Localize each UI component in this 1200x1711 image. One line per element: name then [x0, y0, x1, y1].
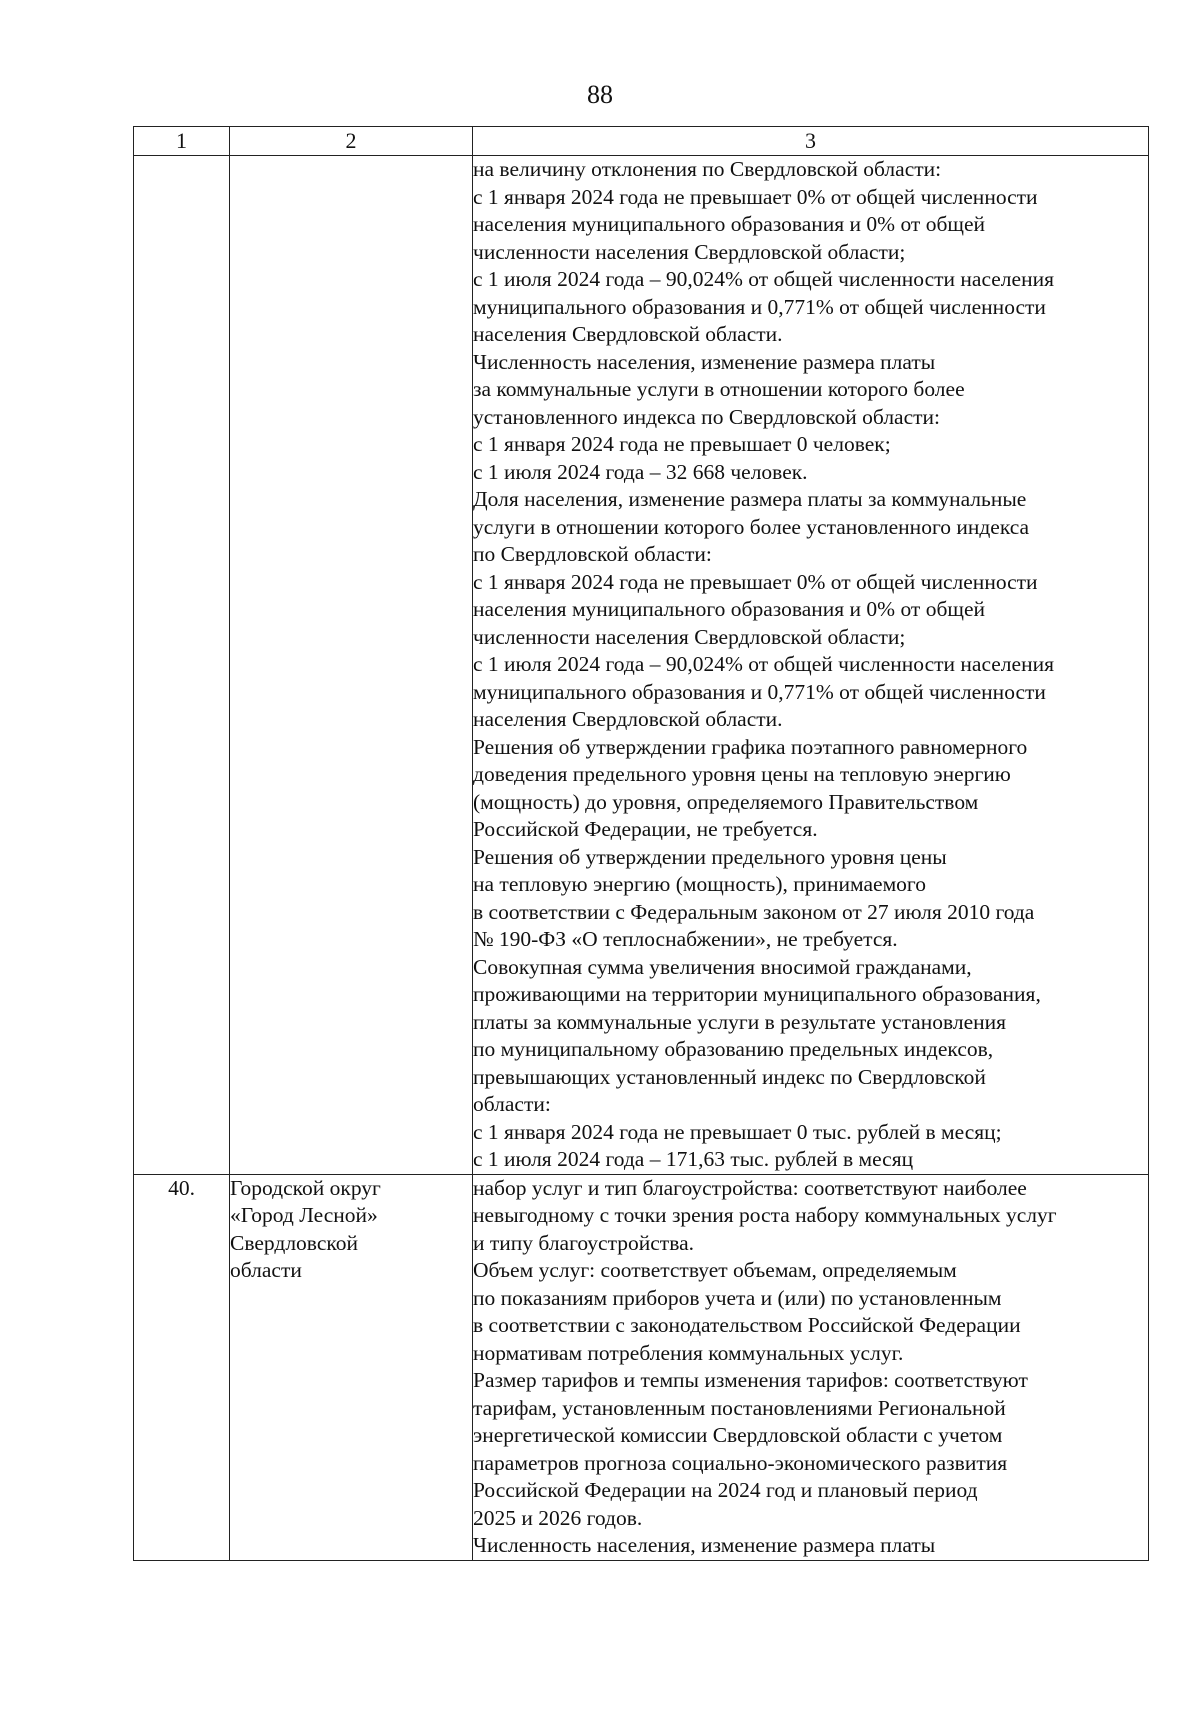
indicators-text: [473, 156, 1148, 1174]
indicators-text: [473, 1175, 1148, 1560]
text-line: области: [230, 1258, 302, 1282]
text-line: населения муниципального образования и 0% от общей: [473, 212, 985, 236]
column-header-2: 2: [230, 127, 473, 156]
text-line: тарифам, установленным постановлениями Региональной: [473, 1395, 1006, 1420]
text-line: доведения предельного уровня цены на тепловую энергию: [473, 762, 1011, 786]
indicators-cell: [473, 156, 1149, 1175]
indicators-cell: [473, 1174, 1149, 1560]
text-line: набор услуг и тип благоустройства: соответствуют наиболее: [473, 1175, 1027, 1200]
text-line: численности населения Свердловской области;: [473, 239, 906, 264]
text-line: области:: [473, 1092, 551, 1116]
table-row-40: [134, 1174, 1149, 1560]
text-line: Объем услуг: соответствует объемам, определяемым: [473, 1258, 957, 1282]
text-line: по Свердловской области:: [473, 542, 712, 566]
text-line: с 1 июля 2024 года – 90,024% от общей численности населения: [473, 267, 1054, 291]
text-line: параметров прогноза социально-экономического развития: [473, 1450, 1008, 1475]
text-line: Российской Федерации, не требуется.: [473, 817, 818, 841]
text-line: превышающих установленный индекс по Свердловской: [473, 1064, 986, 1089]
text-line: с 1 января 2024 года не превышает 0% от общей численности: [473, 184, 1038, 209]
text-line: с 1 января 2024 года не превышает 0 тыс. рублей в месяц;: [473, 1119, 1002, 1144]
text-line: с 1 января 2024 года не превышает 0 человек;: [473, 432, 891, 456]
text-line: Решения об утверждении предельного уровня цены: [473, 844, 947, 869]
text-line: с 1 июля 2024 года – 171,63 тыс. рублей в месяц: [473, 1147, 914, 1171]
page-number: 88: [587, 80, 613, 109]
text-line: населения Свердловской области.: [473, 707, 783, 731]
row-number-cell: 40.: [134, 1174, 230, 1560]
text-line: (мощность) до уровня, определяемого Правительством: [473, 789, 979, 814]
text-line: и типу благоустройства.: [473, 1230, 694, 1255]
text-line: с 1 июля 2024 года – 32 668 человек.: [473, 459, 808, 484]
text-line: нормативам потребления коммунальных услуг.: [473, 1340, 904, 1365]
text-line: по муниципальному образованию предельных индексов,: [473, 1037, 994, 1061]
text-line: Решения об утверждении графика поэтапного равномерного: [473, 734, 1028, 759]
column-header-3: 3: [473, 127, 1149, 156]
text-line: по показаниям приборов учета и (или) по установленным: [473, 1285, 1002, 1310]
text-line: в соответствии с Федеральным законом от 27 июля 2010 года: [473, 899, 1035, 924]
text-line: муниципального образования и 0,771% от общей численности: [473, 679, 1046, 704]
text-line: на тепловую энергию (мощность), принимаемого: [473, 872, 926, 896]
municipality-cell: [230, 156, 473, 1175]
text-line: численности населения Свердловской области;: [473, 624, 906, 649]
text-line: платы за коммунальные услуги в результате установления: [473, 1009, 1007, 1034]
text-line: невыгодному с точки зрения роста набору коммунальных услуг: [473, 1203, 1057, 1227]
text-line: Городской округ: [230, 1175, 381, 1200]
text-line: населения Свердловской области.: [473, 322, 783, 346]
text-line: проживающими на территории муниципального образования,: [473, 982, 1041, 1006]
text-line: 2025 и 2026 годов.: [473, 1505, 643, 1530]
municipality-cell: [230, 1174, 473, 1560]
text-line: Доля населения, изменение размера платы за коммунальные: [473, 487, 1027, 511]
text-line: муниципального образования и 0,771% от общей численности: [473, 294, 1046, 319]
text-line: с 1 января 2024 года не превышает 0% от общей численности: [473, 569, 1038, 594]
text-line: Численность населения, изменение размера платы: [473, 349, 936, 374]
table-header-row: [134, 127, 1149, 156]
table-row-continuation: [134, 156, 1149, 1175]
text-line: «Город Лесной»: [230, 1203, 378, 1227]
text-line: Размер тарифов и темпы изменения тарифов: соответствуют: [473, 1368, 1028, 1392]
text-line: в соответствии с законодательством Российской Федерации: [473, 1313, 1021, 1337]
text-line: Российской Федерации на 2024 год и плановый период: [473, 1478, 978, 1502]
row-number-cell: [134, 156, 230, 1175]
column-header-1: 1: [134, 127, 230, 156]
text-line: за коммунальные услуги в отношении которого более: [473, 377, 965, 401]
text-line: Совокупная сумма увеличения вносимой гражданами,: [473, 954, 972, 979]
text-line: Численность населения, изменение размера платы: [473, 1533, 936, 1557]
text-line: установленного индекса по Свердловской области:: [473, 404, 941, 429]
text-line: Свердловской: [230, 1230, 358, 1255]
text-line: энергетической комиссии Свердловской области с учетом: [473, 1423, 1003, 1447]
text-line: № 190-ФЗ «О теплоснабжении», не требуется.: [473, 927, 898, 951]
document-table: [133, 126, 1149, 1561]
text-line: населения муниципального образования и 0% от общей: [473, 597, 985, 621]
text-line: услуги в отношении которого более установленного индекса: [473, 514, 1030, 539]
municipality-name: [230, 1175, 472, 1285]
text-line: на величину отклонения по Свердловской области:: [473, 157, 942, 181]
text-line: с 1 июля 2024 года – 90,024% от общей численности населения: [473, 652, 1054, 676]
